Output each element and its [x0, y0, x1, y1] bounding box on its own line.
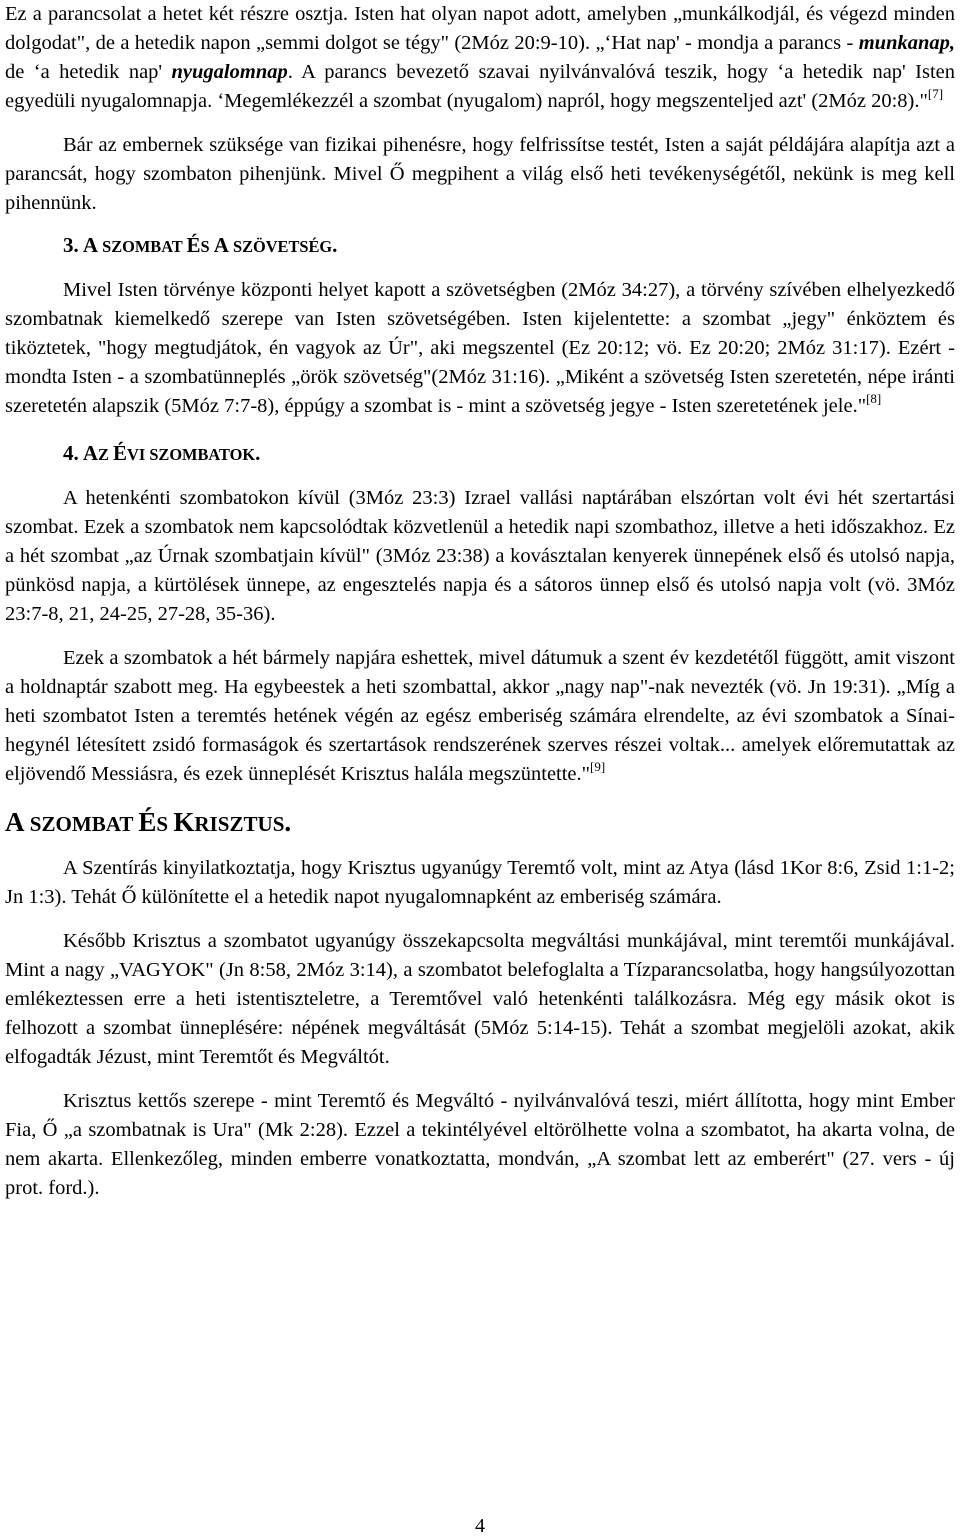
text-run: de ‘a hetedik nap': [5, 61, 172, 83]
footnote-ref-9[interactable]: [9]: [590, 759, 606, 774]
document-page: [5, 0, 955, 1203]
paragraph-annual-sabbaths: A hetenkénti szombatokon kívül (3Móz 23:3) Izrael vallási naptárában elszórtan volt évi hét szertartási szombat. Ezek a szombatok nem kapcsolódtak közvetlenül a hetedik napi szombathoz, illetve a heti időszakhoz. Ez a hét szombat „az Úrnak szombatjain kívül" (3Móz 23:38) a kovásztalan kenyerek ünnepének első és utolsó napja, pünkösd napja, a kürtölések ünnepe, az engesztelés napja és a sátoros ünnep első és utolsó napja volt (vö. 3Móz 23:7-8, 21, 24-25, 27-28, 35-36).: [5, 487, 955, 625]
footnote-ref-8[interactable]: [8]: [866, 391, 882, 406]
paragraph-sabbath-days: [5, 644, 955, 789]
paragraph-covenant: [5, 276, 955, 421]
text-run: Ez a parancsolat a hetet két részre osztja. Isten hat olyan napot adott, amelyben „munkálkodjál, és végezd minden dolgodat", de a hetedik napon „semmi dolgot se tégy" (2Móz 20:9-10). „‘Hat nap' - mondja a parancs -: [5, 3, 955, 54]
paragraph-lord-of-sabbath: Krisztus kettős szerepe - mint Teremtő és Megváltó - nyilvánvalóvá teszi, miért állította, hogy mint Ember Fia, Ő „a szombatnak is Ura" (Mk 2:28). Ezzel a tekintélyével eltörölhette volna a szombatot, ha akarta volna, de nem akarta. Ellenkezőleg, minden emberre vonatkoztatta, mondván, „A szombat lett az emberért" (27. vers - új prot. ford.).: [5, 1090, 955, 1199]
heading-annual-sabbaths: 4. AZ ÉVI SZOMBATOK.: [63, 441, 261, 465]
paragraph-commandment-week: [5, 0, 955, 116]
heading-sabbath-and-christ: A SZOMBAT ÉS KRISZTUS.: [5, 807, 292, 837]
footnote-ref-7[interactable]: [7]: [927, 86, 944, 101]
paragraph-rest-need: Bár az embernek szüksége van fizikai pihenésre, hogy felfrissítse testét, Isten a saját példájára alapítja azt a parancsát, hogy szombaton pihenjünk. Mivel Ő megpihent a világ első heti tevékenységétől, nekünk is meg kell pihennünk.: [5, 134, 955, 214]
heading-sabbath-and-covenant: 3. A SZOMBAT ÉS A SZÖVETSÉG.: [63, 233, 338, 257]
emphasis-nyugalomnap: nyugalomnap: [171, 61, 288, 83]
text-run: Ezek a szombatok a hét bármely napjára eshettek, mivel dátumuk a szent év kezdetétől függött, amit viszont a holdnaptár szabott meg. Ha egybeestek a heti szombattal, akkor „nagy nap"-nak nevezték (vö. Jn 19:31). „Míg a heti szombatot Isten a teremtés hetének végén az egész emberiség számára elrendelte, az évi szombatok a Sínai-hegynél létesített zsidó formaságok és szertartások rendszerének szerves részei voltak... amelyek előremutattak az eljövendő Messiásra, és ezek ünneplését Krisztus halála megszüntette.": [5, 647, 955, 785]
text-run: Mivel Isten törvénye központi helyet kapott a szövetségben (2Móz 34:27), a törvény szívében elhelyezkedő szombatnak kiemelkedő szerepe van Isten szövetségében. Isten kijelentette: a szombat „jegy" énköztem és tiköztetek, "hogy megtudjátok, én vagyok az Úr", aki megszentel (Ez 20:12; vö. Ez 20:20; 2Móz 31:17). Ezért - mondta Isten - a szombatünneplés „örök szövetség"(2Móz 31:16). „Miként a szövetség Isten szeretetén, népe iránti szeretetén alapszik (5Móz 7:7-8), éppúgy a szombat is - mint a szövetség jegye - Isten szeretetének jele.": [5, 279, 955, 417]
paragraph-redemption: Később Krisztus a szombatot ugyanúgy összekapcsolta megváltási munkájával, mint teremtői munkájával. Mint a nagy „VAGYOK" (Jn 8:58, 2Móz 3:14), a szombatot belefoglalta a Tízparancsolatba, hogy hangsúlyozottan emlékeztessen erre a heti istentiszteletre, a Teremtővel való hetenkénti találkozásra. Még egy másik okot is felhozott a szombat ünneplésére: népének megváltását (5Móz 5:14-15). Tehát a szombat megjelöli azokat, akik elfogadták Jézust, mint Teremtőt és Megváltót.: [5, 930, 955, 1068]
paragraph-christ-creator: A Szentírás kinyilatkoztatja, hogy Krisztus ugyanúgy Teremtő volt, mint az Atya (lásd 1Kor 8:6, Zsid 1:1-2; Jn 1:3). Tehát Ő különítette el a hetedik napot nyugalomnapként az emberiség számára.: [5, 857, 955, 908]
page-number: 4: [475, 1515, 485, 1537]
text-run: . A parancs bevezető szavai nyilvánvalóvá teszik, hogy ‘a hetedik nap' Isten egyedüli nyugalomnapja. ‘Megemlékezzél a szombat (nyugalom) napról, hogy megszenteljed azt' (2Móz 20:8).": [5, 61, 956, 112]
emphasis-munkanap: munkanap,: [858, 32, 955, 54]
